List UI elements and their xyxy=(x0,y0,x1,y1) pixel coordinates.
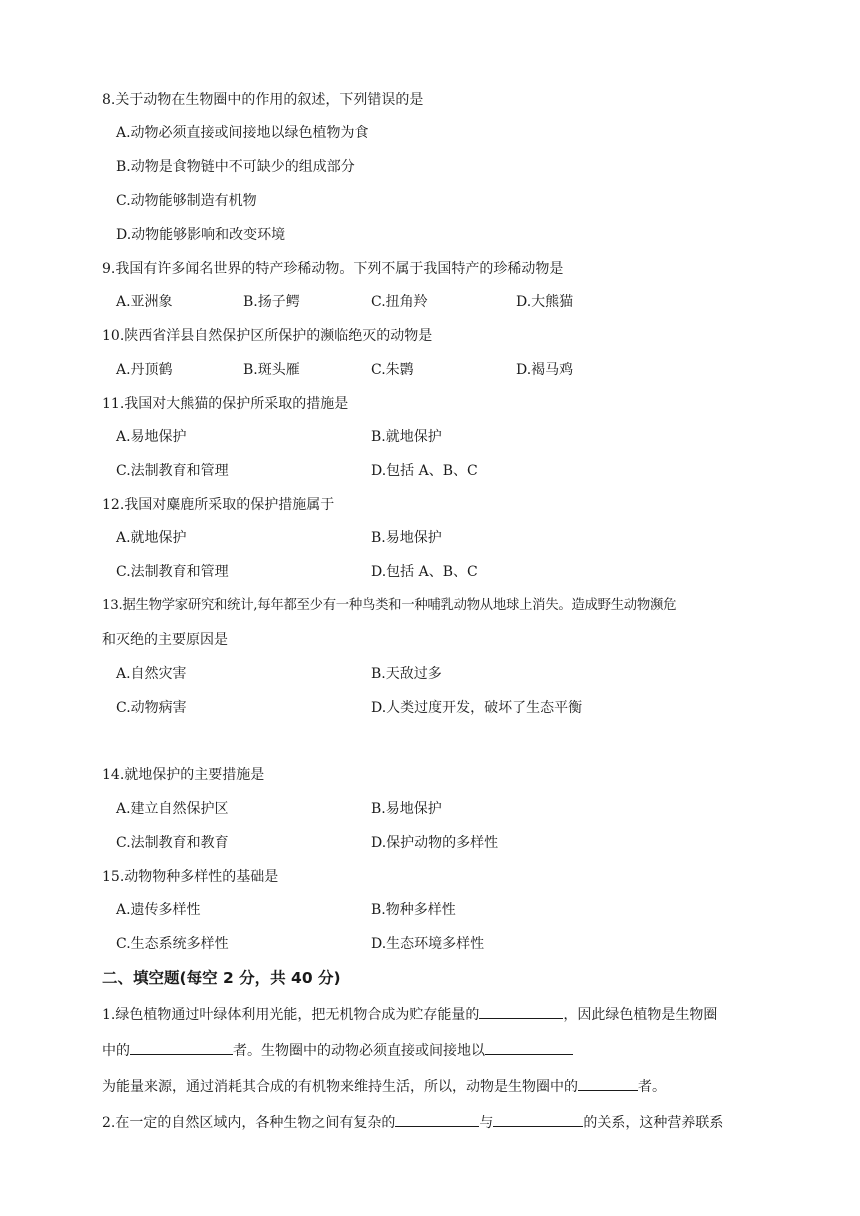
question-10-stem: 10.陕西省洋县自然保护区所保护的濒临绝灭的动物是 xyxy=(102,328,433,344)
question-8-option-a: A.动物必须直接或间接地以绿色植物为食 xyxy=(116,125,369,141)
fill-question-1-line-2 xyxy=(102,1040,573,1061)
question-9-option-a: A.亚洲象 xyxy=(116,294,173,310)
question-12-option-b: B.易地保护 xyxy=(371,530,442,546)
answer-blank[interactable] xyxy=(395,1112,479,1127)
answer-blank[interactable] xyxy=(578,1076,638,1091)
question-11-option-c: C.法制教育和管理 xyxy=(116,463,229,479)
question-15-stem: 15.动物物种多样性的基础是 xyxy=(102,869,279,885)
fill-2-text-c: 的关系，这种营养联系 xyxy=(583,1115,724,1131)
question-11-option-a: A.易地保护 xyxy=(116,429,187,445)
question-13-stem-continued: 和灭绝的主要原因是 xyxy=(102,632,228,648)
section-heading: 二、填空题(每空 2 分，共 40 分) xyxy=(102,969,341,987)
question-13-option-c: C.动物病害 xyxy=(116,700,187,716)
fill-2-text-b: 与 xyxy=(479,1115,494,1131)
question-11-stem: 11.我国对大熊猫的保护所采取的措施是 xyxy=(102,396,349,412)
question-14-option-d: D.保护动物的多样性 xyxy=(371,835,499,851)
question-9-stem: 9.我国有许多闻名世界的特产珍稀动物。下列不属于我国特产的珍稀动物是 xyxy=(102,261,564,277)
fill-1-text-f: 者。 xyxy=(638,1079,666,1095)
answer-blank[interactable] xyxy=(479,1004,563,1019)
question-14-stem: 14.就地保护的主要措施是 xyxy=(102,767,265,783)
question-11-option-b: B.就地保护 xyxy=(371,429,442,445)
question-13-option-a: A.自然灾害 xyxy=(116,666,187,682)
question-11-option-d: D.包括 A、B、C xyxy=(371,463,478,479)
answer-blank[interactable] xyxy=(493,1112,583,1127)
fill-1-text-b: ，因此绿色植物是生物圈 xyxy=(563,1007,718,1023)
question-13-option-b: B.天敌过多 xyxy=(371,666,442,682)
fill-1-text-d: 者。生物圈中的动物必须直接或间接地以 xyxy=(233,1043,485,1059)
question-10-option-a: A.丹顶鹤 xyxy=(116,362,173,378)
fill-1-text-a: 1.绿色植物通过叶绿体利用光能，把无机物合成为贮存能量的 xyxy=(102,1007,480,1023)
fill-1-text-c: 中的 xyxy=(102,1043,130,1059)
question-15-option-b: B.物种多样性 xyxy=(371,902,456,918)
question-13-stem: 13.据生物学家研究和统计,每年都至少有一种鸟类和一种哺乳动物从地球上消失。造成野生动物濒危 xyxy=(102,598,677,613)
fill-2-text-a: 2.在一定的自然区域内，各种生物之间有复杂的 xyxy=(102,1115,396,1131)
fill-question-1-line-3 xyxy=(102,1076,666,1097)
question-14-option-b: B.易地保护 xyxy=(371,801,442,817)
question-15-option-d: D.生态环境多样性 xyxy=(371,936,485,952)
question-15-option-a: A.遗传多样性 xyxy=(116,902,201,918)
question-12-option-d: D.包括 A、B、C xyxy=(371,564,478,580)
question-15-option-c: C.生态系统多样性 xyxy=(116,936,229,952)
fill-question-2-line-1 xyxy=(102,1112,723,1133)
question-12-option-c: C.法制教育和管理 xyxy=(116,564,229,580)
question-8-option-b: B.动物是食物链中不可缺少的组成部分 xyxy=(116,159,355,175)
question-10-option-c: C.朱鹮 xyxy=(371,362,414,378)
question-12-stem: 12.我国对麋鹿所采取的保护措施属于 xyxy=(102,497,335,513)
question-8-option-d: D.动物能够影响和改变环境 xyxy=(116,227,286,243)
question-10-option-b: B.斑头雁 xyxy=(243,362,300,378)
question-10-option-d: D.褐马鸡 xyxy=(516,362,574,378)
question-8-stem: 8.关于动物在生物圈中的作用的叙述，下列错误的是 xyxy=(102,92,424,108)
question-12-option-a: A.就地保护 xyxy=(116,530,187,546)
question-9-option-b: B.扬子鳄 xyxy=(243,294,300,310)
question-14-option-c: C.法制教育和教育 xyxy=(116,835,229,851)
answer-blank[interactable] xyxy=(485,1040,573,1055)
question-13-option-d: D.人类过度开发，破坏了生态平衡 xyxy=(371,700,583,716)
fill-1-text-e: 为能量来源，通过消耗其合成的有机物来维持生活，所以，动物是生物圈中的 xyxy=(102,1079,578,1095)
fill-question-1-line-1 xyxy=(102,1004,717,1025)
question-14-option-a: A.建立自然保护区 xyxy=(116,801,229,817)
answer-blank[interactable] xyxy=(130,1040,233,1055)
question-9-option-c: C.扭角羚 xyxy=(371,294,428,310)
question-9-option-d: D.大熊猫 xyxy=(516,294,574,310)
question-8-option-c: C.动物能够制造有机物 xyxy=(116,193,257,209)
